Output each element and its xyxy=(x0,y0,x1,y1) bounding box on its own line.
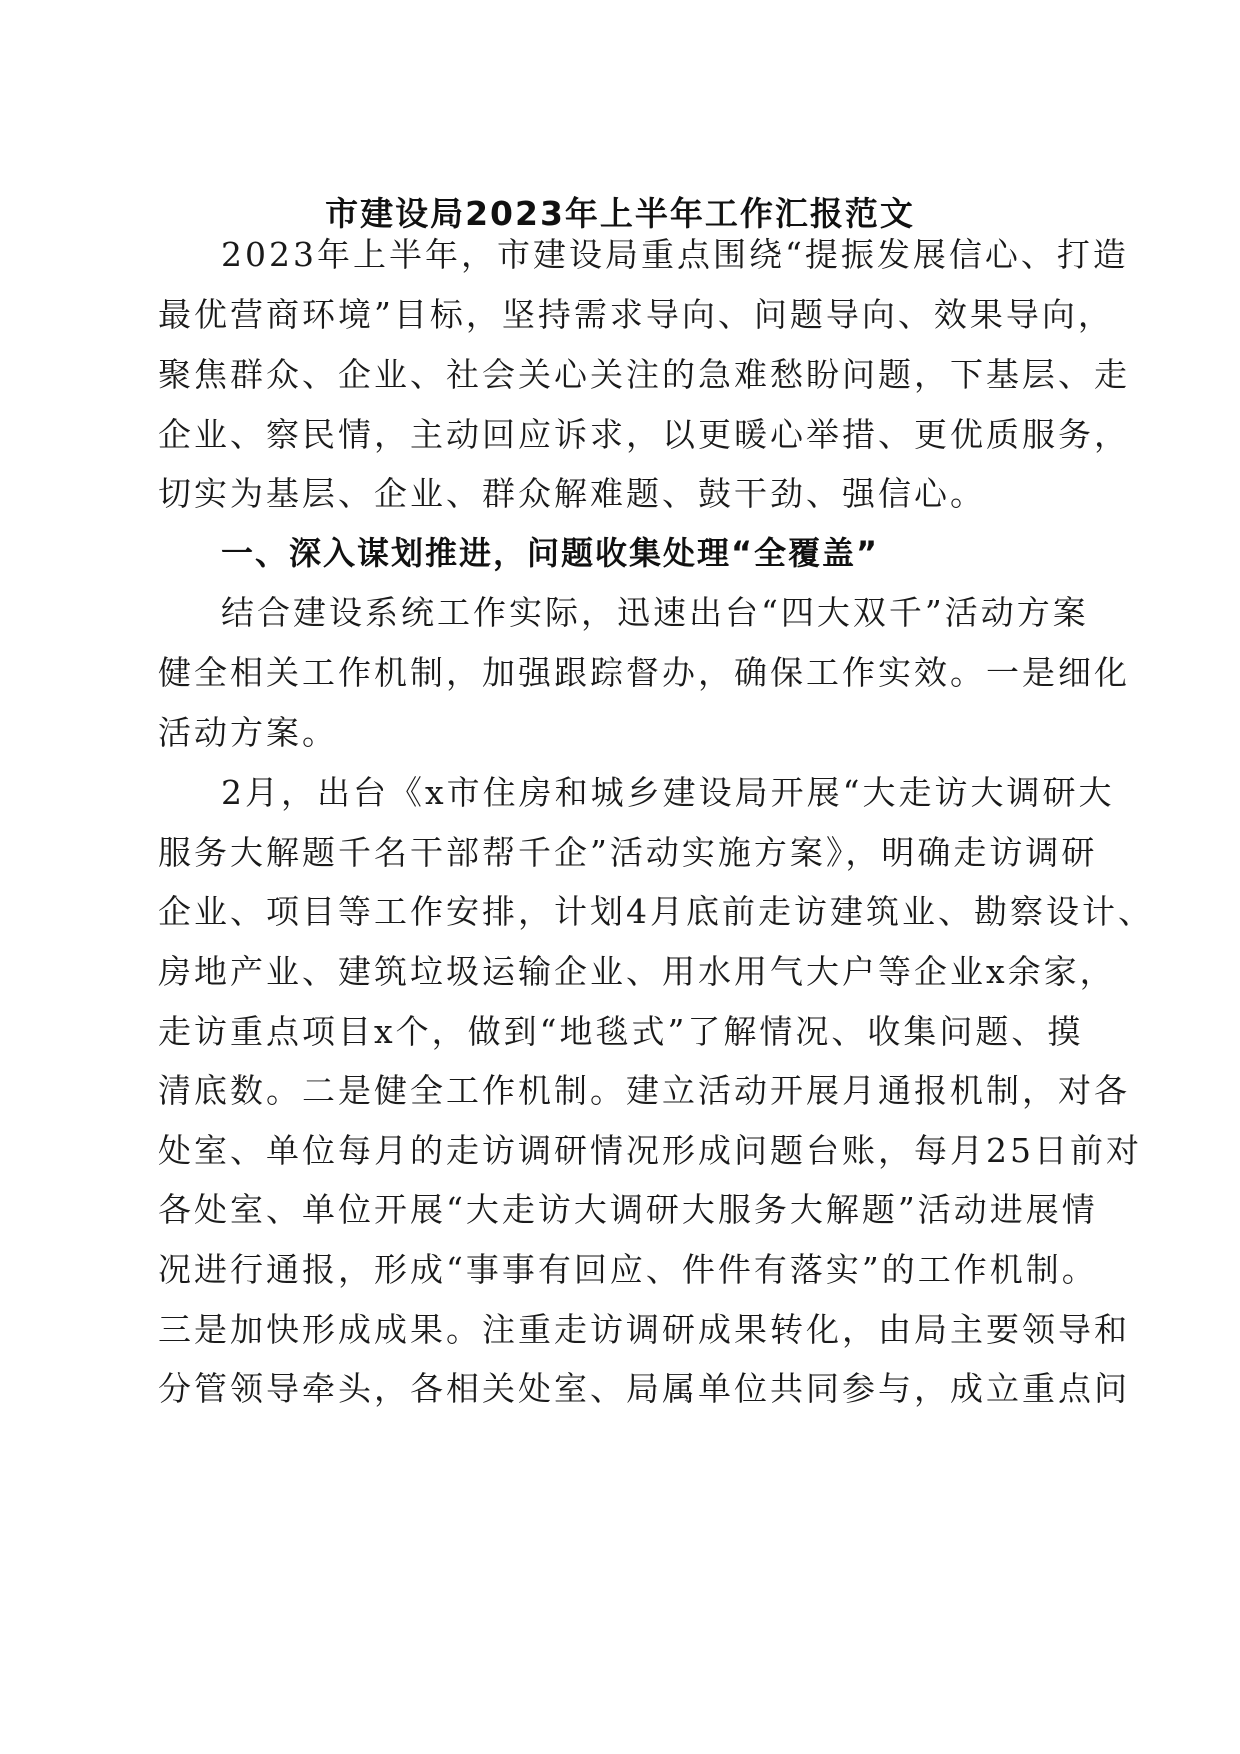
intro-line: 最优营商环境”目标，坚持需求导向、问题导向、效果导向， xyxy=(158,295,1114,334)
paragraph-line: 结合建设系统工作实际，迅速出台“四大双千”活动方案 xyxy=(221,593,1089,632)
paragraph-line: 企业、项目等工作安排，计划4月底前走访建筑业、勘察设计、 xyxy=(158,892,1154,931)
paragraph-line: 分管领导牵头，各相关处室、局属单位共同参与，成立重点问 xyxy=(158,1369,1130,1408)
intro-line: 切实为基层、企业、群众解难题、鼓干劲、强信心。 xyxy=(158,474,986,513)
paragraph-line: 三是加快形成成果。注重走访调研成果转化，由局主要领导和 xyxy=(158,1310,1130,1349)
paragraph-line: 健全相关工作机制，加强跟踪督办，确保工作实效。一是细化 xyxy=(158,653,1130,692)
intro-line: 聚焦群众、企业、社会关心关注的急难愁盼问题，下基层、走 xyxy=(158,355,1130,394)
paragraph-line: 活动方案。 xyxy=(158,713,338,752)
paragraph-line: 处室、单位每月的走访调研情况形成问题台账，每月25日前对 xyxy=(158,1131,1142,1170)
paragraph-line: 各处室、单位开展“大走访大调研大服务大解题”活动进展情 xyxy=(158,1190,1098,1229)
paragraph-line: 走访重点项目x个，做到“地毯式”了解情况、收集问题、摸 xyxy=(158,1012,1084,1051)
intro-line: 2023年上半年，市建设局重点围绕“提振发展信心、打造 xyxy=(221,235,1129,274)
section-heading: 一、深入谋划推进，问题收集处理“全覆盖” xyxy=(221,534,880,572)
paragraph-line: 2月，出台《x市住房和城乡建设局开展“大走访大调研大 xyxy=(221,773,1115,812)
document-title: 市建设局2023年上半年工作汇报范文 xyxy=(325,194,915,233)
intro-line: 企业、察民情，主动回应诉求，以更暖心举措、更优质服务， xyxy=(158,415,1130,454)
paragraph-line: 房地产业、建筑垃圾运输企业、用水用气大户等企业x余家， xyxy=(158,952,1116,991)
paragraph-line: 况进行通报，形成“事事有回应、件件有落实”的工作机制。 xyxy=(158,1250,1098,1289)
paragraph-line: 服务大解题千名干部帮千企”活动实施方案》，明确走访调研 xyxy=(158,833,1098,872)
paragraph-line: 清底数。二是健全工作机制。建立活动开展月通报机制，对各 xyxy=(158,1071,1130,1110)
